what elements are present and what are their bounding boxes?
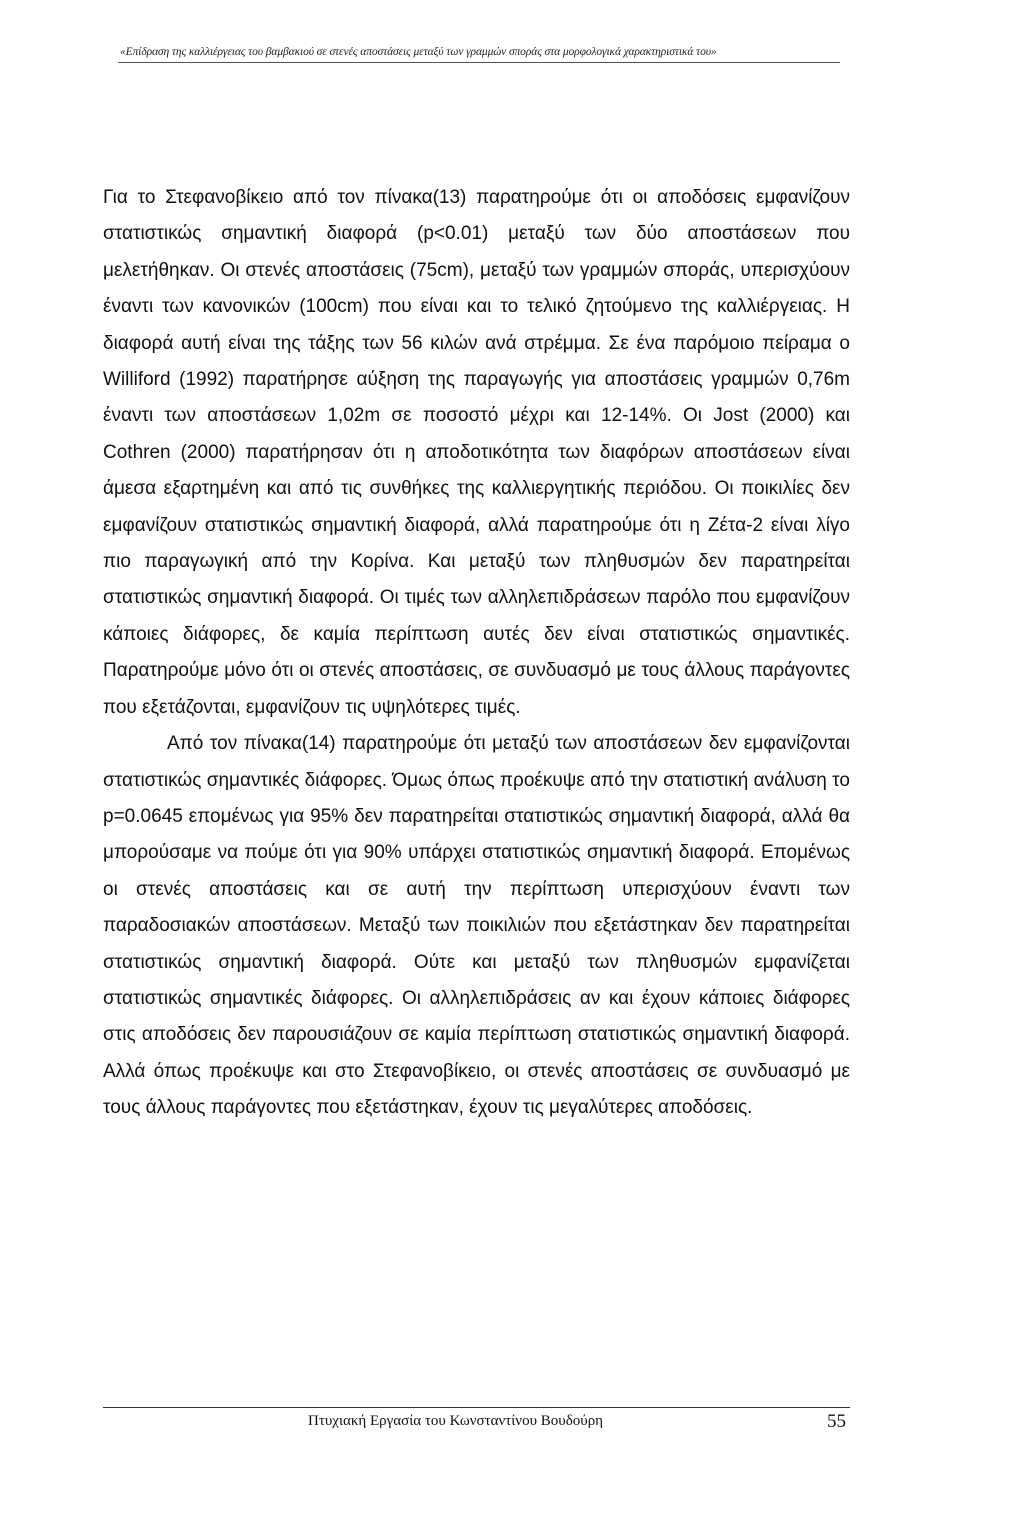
page-number: 55 — [827, 1411, 846, 1432]
paragraph-1: Για το Στεφανοβίκειο από τον πίνακα(13) παρατηρούμε ότι οι αποδόσεις εμφανίζουν στατιστικώς σημαντική διαφορά (p<0.01) μεταξύ των δύο αποστάσεων που μελετήθηκαν. Οι στενές αποστάσεις (75cm), μεταξύ των γραμμών σποράς, υπερισχύουν έναντι των κανονικών (100cm) που είναι και το τελικό ζητούμενο της καλλιέργειας. Η διαφορά αυτή είναι της τάξης των 56 κιλών ανά στρέμμα. Σε ένα παρόμοιο πείραμα ο Williford (1992) παρατήρησε αύξηση της παραγωγής για αποστάσεις γραμμών 0,76m έναντι των αποστάσεων 1,02m σε ποσοστό μέχρι και 12-14%. Οι Jost (2000) και Cothren (2000) παρατήρησαν ότι η αποδοτικότητα των διαφόρων αποστάσεων είναι άμεσα εξαρτημένη και από τις συνθήκες της καλλιεργητικής περιόδου. Οι ποικιλίες δεν εμφανίζουν στατιστικώς σημαντική διαφορά, αλλά παρατηρούμε ότι η Ζέτα-2 είναι λίγο πιο παραγωγική από την Κορίνα. Και μεταξύ των πληθυσμών δεν παρατηρείται στατιστικώς σημαντική διαφορά. Οι τιμές των αλληλεπιδράσεων παρόλο που εμφανίζουν κάποιες διάφορες, δε καμία περίπτωση αυτές δεν είναι στατιστικώς σημαντικές. Παρατηρούμε μόνο ότι οι στενές αποστάσεις, σε συνδυασμό με τους άλλους παράγοντες που εξετάζονται, εμφανίζουν τις υψηλότερες τιμές. — [103, 187, 850, 718]
body-text — [103, 180, 850, 1127]
footer-divider — [103, 1407, 850, 1408]
header-divider — [118, 62, 840, 63]
footer-author-line: Πτυχιακή Εργασία του Κωνσταντίνου Βουδούρη — [308, 1413, 604, 1429]
running-header: «Επίδραση της καλλιέργειας του βαμβακιού σε στενές αποστάσεις μεταξύ των γραμμών σποράς στα μορφολογικά χαρακτηριστικά του» — [120, 46, 717, 58]
paragraph-2: Από τον πίνακα(14) παρατηρούμε ότι μεταξύ των αποστάσεων δεν εμφανίζονται στατιστικώς σημαντικές διάφορες. Όμως όπως προέκυψε από την στατιστική ανάλυση το p=0.0645 επομένως για 95% δεν παρατηρείται στατιστικώς σημαντική διαφορά, αλλά θα μπορούσαμε να πούμε ότι για 90% υπάρχει στατιστικώς σημαντική διαφορά. Επομένως οι στενές αποστάσεις και σε αυτή την περίπτωση υπερισχύουν έναντι των παραδοσιακών αποστάσεων. Μεταξύ των ποικιλιών που εξετάστηκαν δεν παρατηρείται στατιστικώς σημαντική διαφορά. Ούτε και μεταξύ των πληθυσμών εμφανίζεται στατιστικώς σημαντικές διάφορες. Οι αλληλεπιδράσεις αν και έχουν κάποιες διάφορες στις αποδόσεις δεν παρουσιάζουν σε καμία περίπτωση στατιστικώς σημαντική διαφορά. Αλλά όπως προέκυψε και στο Στεφανοβίκειο, οι στενές αποστάσεις σε συνδυασμό με τους άλλους παράγοντες που εξετάστηκαν, έχουν τις μεγαλύτερες αποδόσεις. — [103, 733, 850, 1119]
